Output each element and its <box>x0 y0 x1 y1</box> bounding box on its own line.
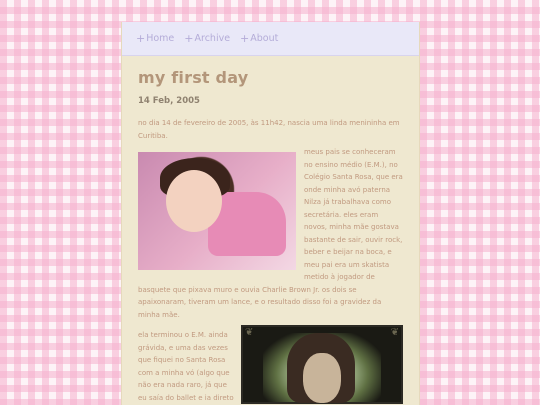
nav-about-label: About <box>250 33 279 44</box>
nav-archive-label: Archive <box>194 33 231 44</box>
post-intro: no dia 14 de fevereiro de 2005, às 11h42, nascia uma linda menininha em Curitiba. <box>138 119 400 140</box>
post-paragraph-2: meus pais se conheceram no ensino médio (E.M.), no Colégio Santa Rosa, que era onde minha avó paterna Nilza já trabalhava como secretária. eles eram novos, minha mãe gostava bastante de sair, ouvir rock, beber e beijar na boca, e meu pai era um skatista metido à jogador de basquete que pixava muro e ouvia Charlie Brown Jr. os dois se apaixonaram, tiveram um lance, e o resultado disso foi a gravidez da minha mãe. <box>138 148 403 319</box>
plus-icon: + <box>136 32 146 45</box>
ornament-icon: ❦ <box>245 327 254 338</box>
post-date: 14 Feb, 2005 <box>138 96 200 106</box>
nav-home-label: Home <box>146 33 175 44</box>
nav-archive-link[interactable] <box>184 33 230 44</box>
photo-face <box>166 170 222 232</box>
ornament-icon: ❦ <box>390 327 399 338</box>
blog-page <box>121 22 420 405</box>
nav-home-link[interactable] <box>136 33 174 44</box>
nav-bar <box>122 22 419 56</box>
plus-icon: + <box>184 32 194 45</box>
photo-face <box>303 353 341 403</box>
mother-photo <box>241 325 403 404</box>
post-paragraph-3: ela terminou o E.M. ainda grávida, e uma das vezes que fiquei no Santa Rosa com a minha vó (algo que não era nada raro, já que eu saía do ballet e ia direto <box>138 331 234 402</box>
post-content <box>122 56 419 404</box>
plus-icon: + <box>240 32 250 45</box>
nav-about-link[interactable] <box>240 33 278 44</box>
baby-photo <box>138 152 296 270</box>
post-title[interactable]: my first day <box>138 68 249 87</box>
